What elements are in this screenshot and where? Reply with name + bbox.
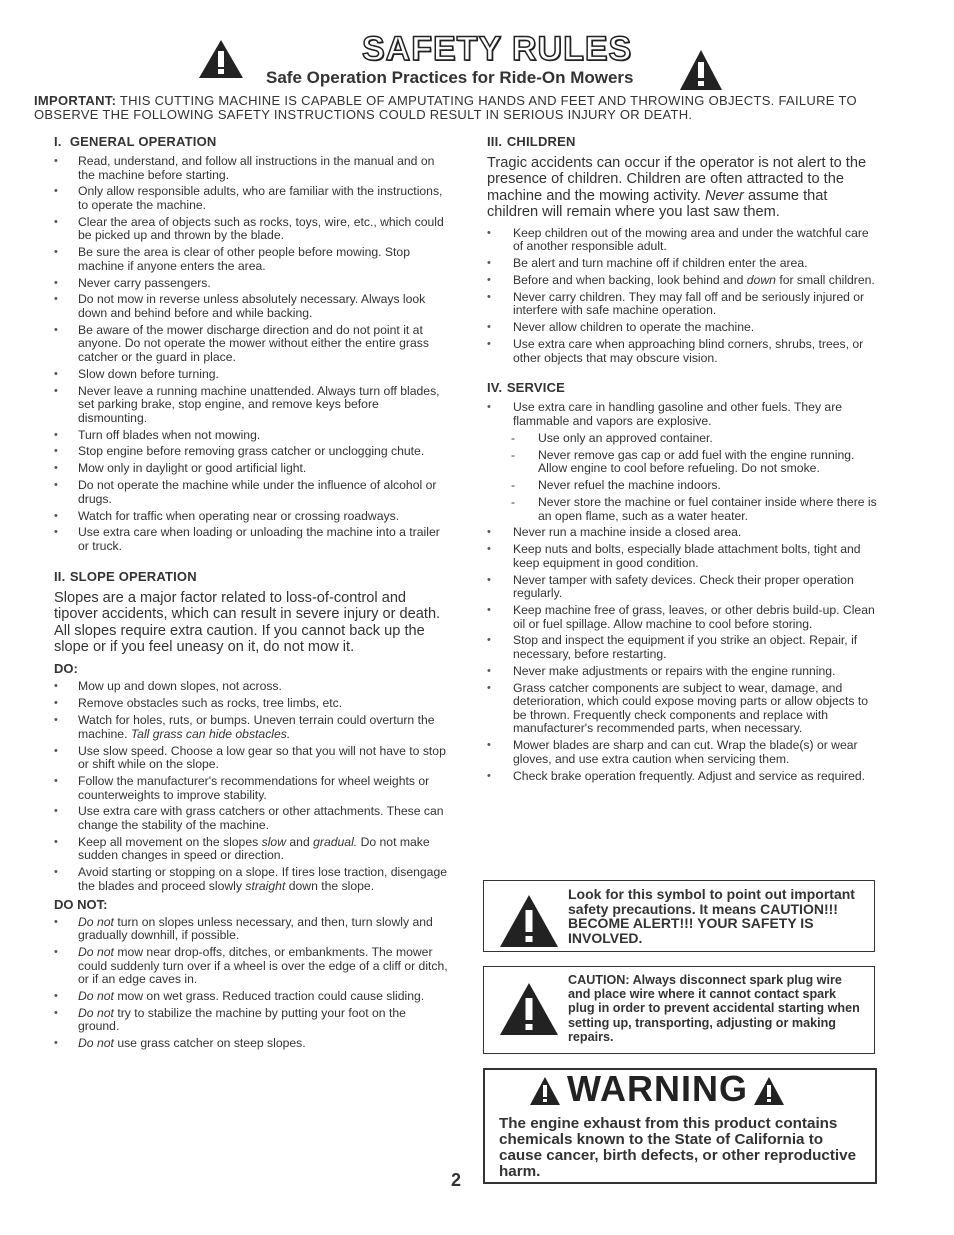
slope-do-list: [54, 680, 448, 893]
item-emphasis: Do not: [78, 914, 114, 929]
list-item: • Watch for traffic when operating near or crossing roadways.: [54, 510, 448, 524]
sub-list-item: - Use only an approved container.: [487, 432, 881, 446]
list-item: [54, 866, 448, 893]
important-notice: [34, 94, 894, 122]
important-text: THIS CUTTING MACHINE IS CAPABLE OF AMPUTATING HANDS AND FEET AND THROWING OBJECTS. FAILURE TO OBSERVE THE FOLLOWING SAFETY INSTRUCTIONS COULD RESULT IN SERIOUS INJURY OR DEATH.: [34, 93, 857, 122]
slope-intro: Slopes are a major factor related to loss-of-control and tipover accidents, which can result in severe injury or death. All slopes require extra caution. If you cannot back up the slope or if you feel uneasy on it, do not mow it.: [54, 589, 441, 656]
item-emphasis: Do not: [78, 1005, 114, 1020]
item-emphasis: gradual.: [313, 834, 358, 849]
section-heading-general: [54, 134, 448, 149]
item-text: mow on wet grass. Reduced traction could cause sliding.: [117, 988, 425, 1003]
warning-triangle-icon: [753, 1076, 785, 1106]
sub-list-item: - Never remove gas cap or add fuel with the engine running. Allow engine to cool before refueling. Do not smoke.: [487, 449, 881, 476]
list-item: • Use slow speed. Choose a low gear so that you will not have to stop or shift while on the slope.: [54, 745, 448, 772]
list-item: • Mow only in daylight or good artificial light.: [54, 462, 448, 476]
list-item: [54, 836, 448, 863]
section-title: GENERAL OPERATION: [69, 134, 217, 149]
children-list: [487, 227, 881, 365]
list-item: • Use extra care with grass catchers or other attachments. These can change the stability of the machine.: [54, 805, 448, 832]
caution-text: CAUTION: Always disconnect spark plug wire and place wire where it cannot contact spark plug in order to prevent accidental starting when setting up, transporting, adjusting or making repairs.: [568, 973, 860, 1044]
list-item: • Mower blades are sharp and can cut. Wrap the blade(s) or wear gloves, and use extra caution when servicing them.: [487, 739, 881, 766]
item-text: down the slope.: [288, 878, 375, 893]
page-title: SAFETY RULES: [362, 30, 633, 68]
list-item: • Stop engine before removing grass catcher or unclogging chute.: [54, 445, 448, 459]
list-item: • Stop and inspect the equipment if you strike an object. Repair, if necessary, before restarting.: [487, 634, 881, 661]
section-title: SERVICE: [506, 380, 566, 396]
intro-emphasis: Never: [704, 187, 744, 204]
warning-title: WARNING: [567, 1068, 748, 1109]
page-subtitle: Safe Operation Practices for Ride-On Mowers: [266, 68, 634, 87]
list-item: • Grass catcher components are subject to wear, damage, and deterioration, which could expose moving parts or allow objects to be thrown. Frequently check components and replace with manufacturer's recommended parts, when necessary.: [487, 682, 881, 736]
list-item: • Read, understand, and follow all instructions in the manual and on the machine before starting.: [54, 155, 448, 182]
item-text: for small children.: [779, 272, 875, 287]
list-item: • Use extra care when loading or unloading the machine into a trailer or truck.: [54, 526, 448, 553]
sub-list-item: - Never store the machine or fuel container inside where there is an open flame, such as a water heater.: [487, 496, 881, 523]
list-item: [487, 274, 881, 288]
section-heading-service: [487, 380, 881, 395]
children-intro: [487, 155, 881, 221]
list-item: • Mow up and down slopes, not across.: [54, 680, 448, 694]
intro-text: assume that children will remain where you last saw them.: [487, 187, 828, 221]
item-emphasis: Do not: [78, 988, 114, 1003]
list-item: • Use extra care when approaching blind corners, shrubs, trees, or other objects that may obscure vision.: [487, 338, 881, 365]
left-column: [54, 134, 448, 1054]
list-item: [54, 714, 448, 741]
list-item: • Never leave a running machine unattended. Always turn off blades, set parking brake, stop engine, and remove keys before dismounting.: [54, 385, 448, 426]
item-text: and: [289, 834, 310, 849]
item-text: try to stabilize the machine by putting your foot on the ground.: [78, 1005, 406, 1034]
slope-do-not-list: [54, 916, 448, 1051]
list-item: • Do not mow in reverse unless absolutely necessary. Always look down and behind before and while backing.: [54, 293, 448, 320]
section-number: III.: [487, 134, 503, 149]
list-item: • Only allow responsible adults, who are familiar with the instructions, to operate the machine.: [54, 185, 448, 212]
list-item: • Never tamper with safety devices. Check their proper operation regularly.: [487, 574, 881, 601]
list-item: • Never carry children. They may fall off and be seriously injured or interfere with safe machine operation.: [487, 291, 881, 318]
general-operation-list: [54, 155, 448, 553]
list-item: • Never run a machine inside a closed area.: [487, 526, 881, 540]
list-item: • Use extra care in handling gasoline and other fuels. They are flammable and vapors are explosive.: [487, 401, 881, 428]
sub-list-item: - Never refuel the machine indoors.: [487, 479, 881, 493]
do-label: DO:: [54, 661, 78, 677]
list-item: • Keep nuts and bolts, especially blade attachment bolts, tight and keep equipment in good condition.: [487, 543, 881, 570]
warning-text: The engine exhaust from this product contains chemicals known to the State of California to cause cancer, birth defects, or other reproductive harm.: [499, 1115, 857, 1180]
item-emphasis: straight: [245, 878, 286, 893]
caution-box: [483, 966, 875, 1054]
safety-symbol-text: Look for this symbol to point out important safety precautions. It means CAUTION!!! BECOME ALERT!!! YOUR SAFETY IS INVOLVED.: [568, 886, 855, 946]
section-title: CHILDREN: [506, 134, 576, 149]
list-item: • Slow down before turning.: [54, 368, 448, 382]
item-emphasis: Do not: [78, 945, 114, 959]
section-number: II.: [54, 568, 66, 584]
service-list: [487, 401, 881, 428]
list-item: • Do not operate the machine while under the influence of alcohol or drugs.: [54, 479, 448, 506]
warning-triangle-icon: [498, 893, 560, 949]
list-item: • Follow the manufacturer's recommendations for wheel weights or counterweights to improve stability.: [54, 775, 448, 802]
item-text: use grass catcher on steep slopes.: [117, 1036, 306, 1051]
item-emphasis: down: [746, 272, 776, 287]
item-text: Before and when backing, look behind and: [513, 272, 744, 287]
item-text: Keep all movement on the slopes: [78, 834, 259, 849]
do-not-label: DO NOT:: [54, 896, 108, 912]
item-text: Avoid starting or stopping on a slope. If tires lose traction, disengage the blades and proceed slowly: [78, 865, 448, 893]
right-column: [487, 134, 881, 786]
list-item: • Remove obstacles such as rocks, tree limbs, etc.: [54, 697, 448, 711]
section-number: I.: [54, 134, 62, 149]
list-item: • Turn off blades when not mowing.: [54, 429, 448, 443]
section-heading-slope: [54, 569, 448, 584]
list-item: [54, 1007, 448, 1034]
service-list-continued: [487, 526, 881, 783]
list-item: • Never allow children to operate the machine.: [487, 321, 881, 335]
important-label: IMPORTANT:: [34, 93, 117, 108]
item-text: Watch for holes, ruts, or bumps. Uneven terrain could overturn the machine.: [78, 713, 435, 741]
section-number: IV.: [487, 380, 503, 396]
list-item: [54, 990, 448, 1004]
warning-box: [483, 1068, 877, 1184]
section-heading-children: [487, 134, 881, 149]
list-item: • Check brake operation frequently. Adjust and service as required.: [487, 770, 881, 784]
page-number: 2: [451, 1170, 462, 1190]
list-item: • Keep children out of the mowing area and under the watchful care of another responsible adult.: [487, 227, 881, 254]
list-item: • Be sure the area is clear of other people before mowing. Stop machine if anyone enters the area.: [54, 246, 448, 273]
header: [0, 30, 954, 94]
warning-triangle-icon: [498, 981, 560, 1037]
list-item: [54, 1037, 448, 1051]
list-item: • Never carry passengers.: [54, 277, 448, 291]
item-text: Do not make sudden changes in speed or direction.: [78, 834, 430, 863]
item-text: mow near drop-offs, ditches, or embankments. The mower could suddenly turn over if a wheel is over the edge of a cliff or ditch, or if an edge caves in.: [78, 945, 448, 986]
item-emphasis: slow: [261, 834, 286, 849]
list-item: [54, 946, 448, 987]
warning-triangle-icon: [529, 1076, 561, 1106]
item-emphasis: Tall grass can hide obstacles.: [130, 726, 291, 741]
list-item: • Be aware of the mower discharge direction and do not point it at anyone. Do not operate the mower without either the entire grass catcher or the guard in place.: [54, 324, 448, 365]
safety-symbol-box: [483, 880, 875, 952]
fuel-sublist: [487, 432, 881, 523]
warning-triangle-icon: [197, 38, 245, 80]
intro-text: Tragic accidents can occur if the operator is not alert to the presence of children. Children are often attracted to the machine and the mowing activity.: [487, 155, 867, 204]
item-text: turn on slopes unless necessary, and then, turn slowly and gradually downhill, if possible.: [78, 914, 433, 943]
item-emphasis: Do not: [78, 1036, 114, 1051]
list-item: [54, 916, 448, 943]
list-item: • Never make adjustments or repairs with the engine running.: [487, 665, 881, 679]
list-item: • Clear the area of objects such as rocks, toys, wire, etc., which could be picked up and thrown by the blade.: [54, 216, 448, 243]
list-item: • Be alert and turn machine off if children enter the area.: [487, 257, 881, 271]
list-item: • Keep machine free of grass, leaves, or other debris build-up. Clean oil or fuel spillage. Allow machine to cool before storing.: [487, 604, 881, 631]
section-title: SLOPE OPERATION: [69, 568, 197, 584]
warning-triangle-icon: [678, 48, 724, 92]
